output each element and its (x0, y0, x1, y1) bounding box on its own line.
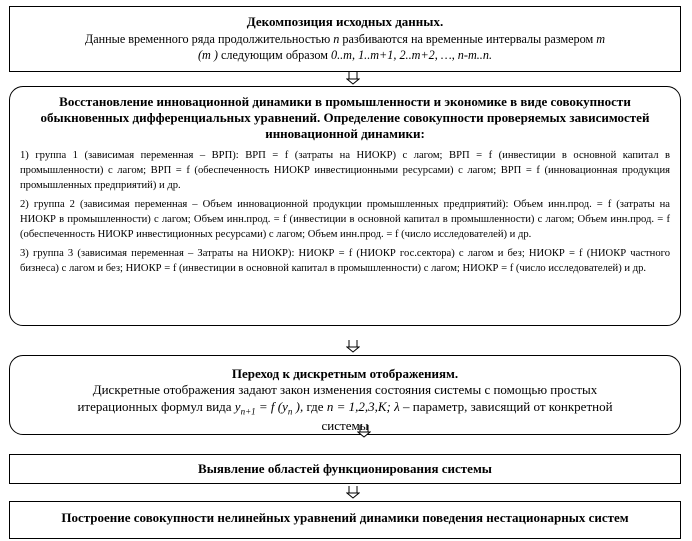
group-1-text: 1) группа 1 (зависимая переменная – ВРП): ВРП = f (затраты на НИОКР) с лагом; ВРП = f (инвестиции в основной капитал в промышленности) с лагом; ВРП = f (обеспеченность НИОКР инвестиционными ресурсами) с лагом; ВРП = f (инновационная продукция промышленных предприятий) и др. (20, 149, 670, 191)
double-down-arrow-icon (357, 425, 371, 437)
intervals-text: 0..m, 1..m+1, 2..m+2, …, n-m..n. (330, 47, 492, 62)
restoration-box (9, 86, 681, 326)
discrete-title: Переход к дискретным отображениям. (231, 366, 459, 381)
decomposition-text-part: Данные временного ряда продолжительностью (84, 32, 334, 47)
groups-list (20, 148, 670, 276)
double-down-arrow-icon (346, 486, 360, 498)
formula-end: ), (292, 399, 304, 415)
decomposition-title: Декомпозиция исходных данных. (246, 14, 444, 29)
iteration-formula (234, 399, 304, 417)
formula-subscript: n (287, 406, 293, 417)
regions-box (9, 454, 681, 484)
group-2-text: 2) группа 2 (зависимая переменная – Объем инновационной продукции промышленных предприятий): Объем инн.прод. = f (затраты на НИОКР в промышленности) с лагом; Объем инн.прод. = f (инвестиции в основной капитал в промышленности) с лагом; Объем инн.прод. = f (обеспеченность НИОКР инвестиционных ресурсами) с лагом; Объем инн.прод. = f (число исследователей) и др. (20, 198, 670, 240)
decomposition-text-part: разбиваются на временные интервалы размером (339, 32, 597, 47)
decomposition-text-part: следующим образом (217, 47, 331, 62)
variable-n: n (333, 32, 340, 47)
double-down-arrow-icon (346, 72, 360, 84)
decomposition-box (9, 6, 681, 72)
decomposition-text (10, 32, 680, 63)
discrete-line-1: Дискретные отображения задают закон изменения состояния системы с помощью простых (92, 382, 598, 398)
double-down-arrow-icon (346, 340, 360, 352)
discrete-box (9, 355, 681, 435)
lambda-symbol: λ (390, 399, 400, 415)
index-n: n = 1,2,3,K; (326, 399, 391, 415)
formula-subscript: n+1 (240, 406, 256, 417)
group-3-text: 3) группа 3 (зависимая переменная – Затраты на НИОКР): НИОКР = f (НИОКР гос.сектора) с лагом и без; НИОКР = f (НИОКР частного бизнеса) с лагом и без; НИОКР = f (инвестиции в основной капитал в промышленности) с лагом; НИОКР = f (число исследователей) и др. (20, 247, 670, 274)
discrete-line-3: системы (321, 418, 369, 434)
formula-middle: = f (y (255, 399, 288, 415)
restoration-title: Восстановление инновационной динамики в промышленности и экономике в виде совокупности обыкновенных дифференциальных уравнений. Определение совокупности проверяемых зависимостей инновационной динамики: (40, 94, 650, 141)
discrete-text-part: где (303, 399, 327, 415)
variable-m: m (596, 32, 606, 47)
regions-title: Выявление областей функционирования системы (198, 461, 492, 476)
discrete-text (10, 382, 680, 435)
nonlinear-title: Построение совокупности нелинейных уравнений динамики поведения нестационарных систем (61, 510, 629, 525)
discrete-line-2: итерационных формул вида (77, 399, 235, 415)
discrete-text-part: – параметр, зависящий от конкретной (399, 399, 613, 415)
formula-y: y (234, 399, 241, 415)
nonlinear-box (9, 501, 681, 539)
variable-m-paren: (m ) (198, 47, 218, 62)
